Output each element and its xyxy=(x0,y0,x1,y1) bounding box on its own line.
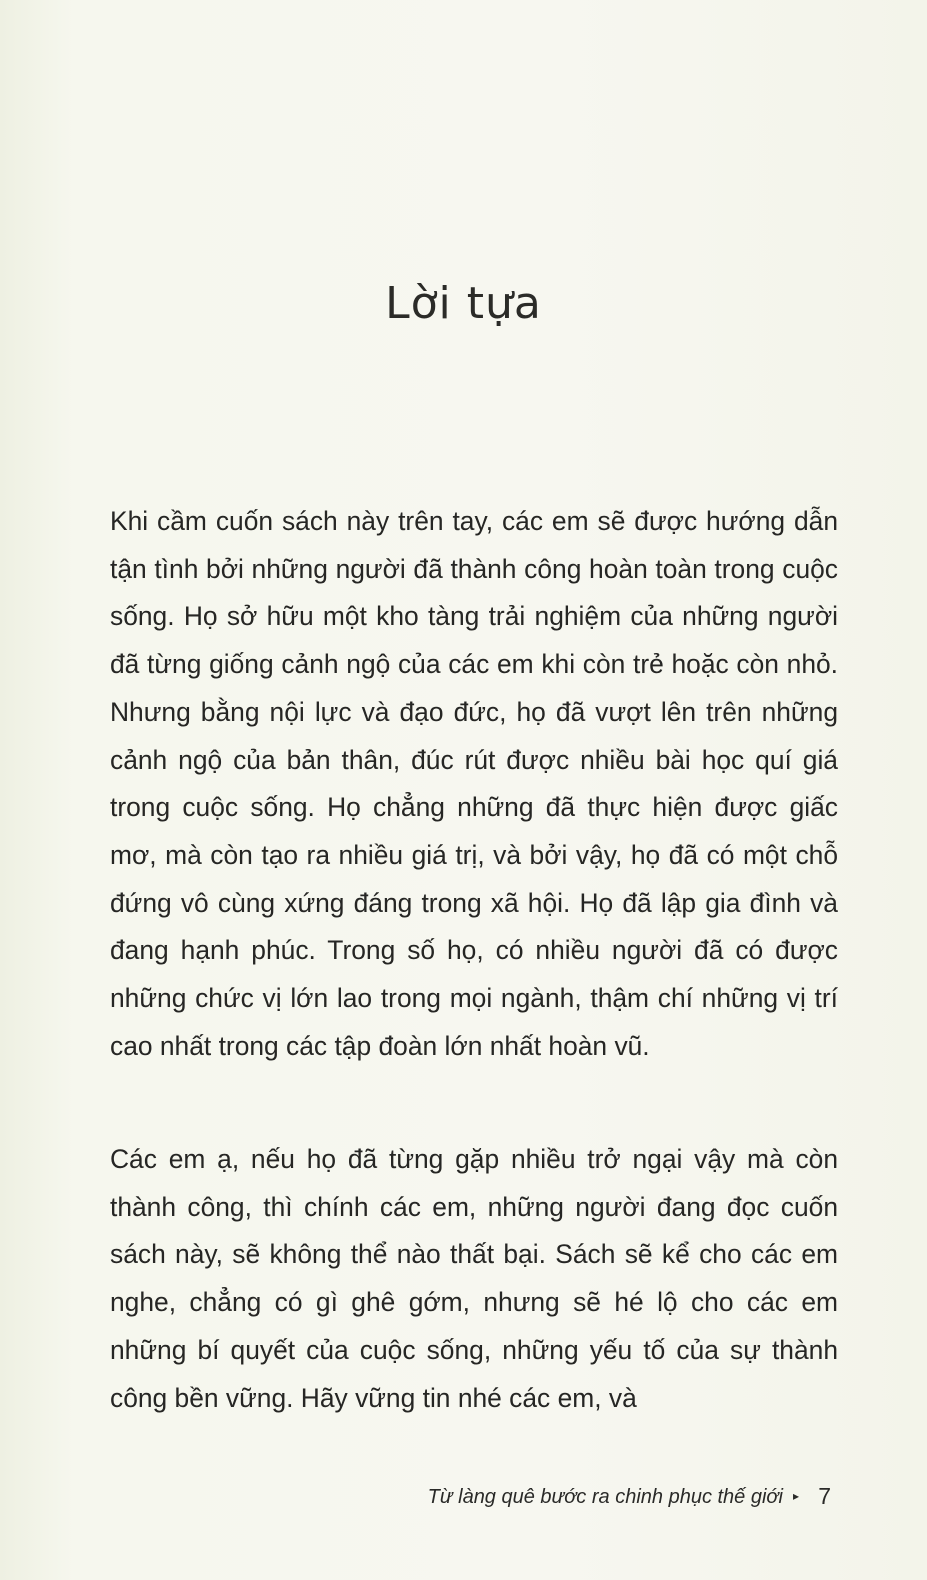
paragraph-1: Khi cầm cuốn sách này trên tay, các em sẽ được hướng dẫn tận tình bởi những người đã thành công hoàn toàn trong cuộc sống. Họ sở hữu một kho tàng trải nghiệm của những người đã từng giống cảnh ngộ của các em khi còn trẻ hoặc còn nhỏ. Nhưng bằng nội lực và đạo đức, họ đã vượt lên trên những cảnh ngộ của bản thân, đúc rút được nhiều bài học quí giá trong cuộc sống. Họ chẳng những đã thực hiện được giấc mơ, mà còn tạo ra nhiều giá trị, và bởi vậy, họ đã có một chỗ đứng vô cùng xứng đáng trong xã hội. Họ đã lập gia đình và đang hạnh phúc. Trong số họ, có nhiều người đã có được những chức vị lớn lao trong mọi ngành, thậm chí những vị trí cao nhất trong các tập đoàn lớn nhất hoàn vũ. xyxy=(110,506,838,1061)
running-footer xyxy=(428,1486,829,1509)
footer-book-title: Từ làng quê bước ra chinh phục thế giới xyxy=(427,1486,783,1508)
page-number: 7 xyxy=(818,1483,831,1509)
paragraph-2: Các em ạ, nếu họ đã từng gặp nhiều trở ngại vậy mà còn thành công, thì chính các em, những người đang đọc cuốn sách này, sẽ không thể nào thất bại. Sách sẽ kể cho các em nghe, chẳng có gì ghê gớm, nhưng sẽ hé lộ cho các em những bí quyết của cuộc sống, những yếu tố của sự thành công bền vững. Hãy vững tin nhé các em, và xyxy=(110,1144,838,1413)
page-title: Lời tựa xyxy=(385,278,542,329)
triangle-right-icon: ▸ xyxy=(792,1489,799,1503)
